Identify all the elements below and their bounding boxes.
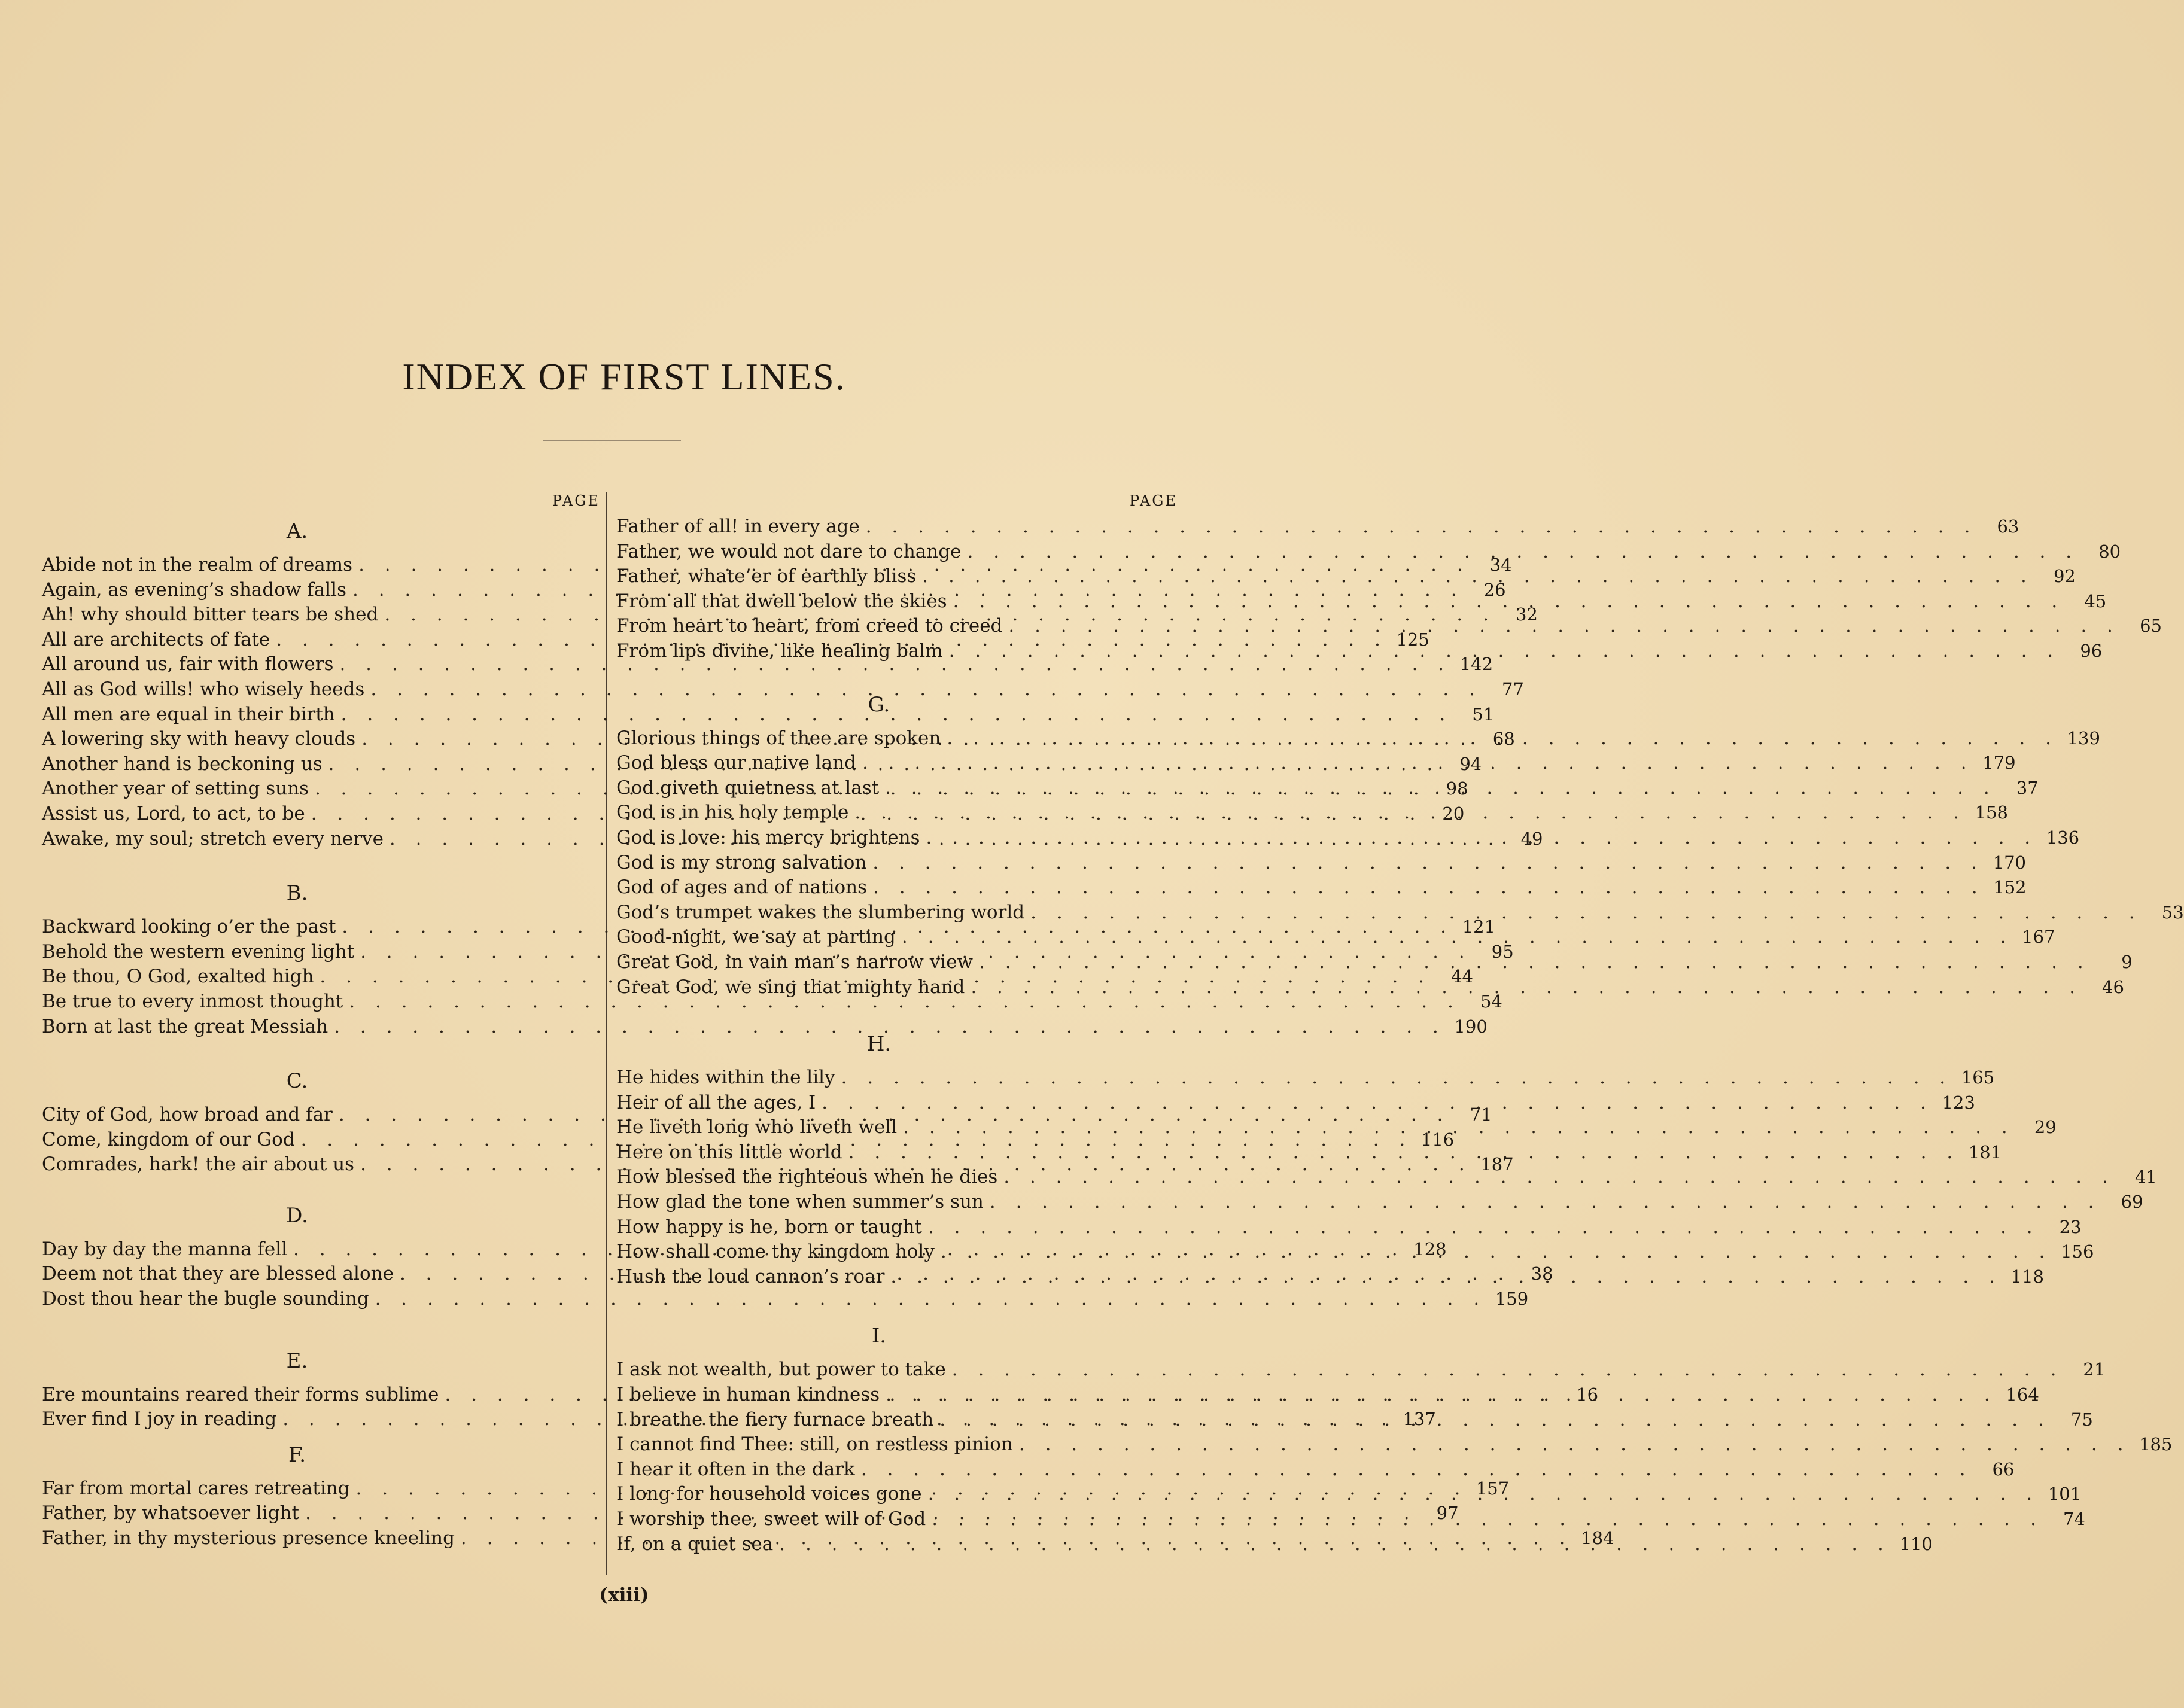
first-line: Backward looking o’er the past	[42, 916, 336, 938]
section-gap	[42, 1039, 600, 1064]
page-number: 118	[2010, 1266, 2044, 1287]
page-number: 136	[2046, 827, 2080, 848]
page-column-header: PAGE	[1130, 492, 1178, 509]
dot-leader	[872, 851, 1984, 876]
first-line: Great God, we sing that mighty hand	[616, 976, 965, 998]
first-line: How happy is he, born or taught	[616, 1216, 922, 1238]
page-number: 38	[1531, 1264, 1553, 1284]
page-number: 187	[1480, 1154, 1514, 1175]
first-line: I cannot find Thee: still, on restless pinion	[616, 1433, 1013, 1456]
first-line: All are architects of fate	[42, 628, 270, 650]
first-line: I believe in human kindness	[616, 1384, 880, 1406]
page-number: 97	[1436, 1503, 1459, 1524]
dot-leader	[903, 1115, 2015, 1140]
page-number: 158	[1975, 802, 2008, 823]
first-line: Father, whate’er of earthly bliss	[616, 565, 917, 587]
dot-leader	[926, 826, 2038, 851]
dot-leader	[971, 975, 2082, 1000]
page-number: 51	[1472, 704, 1495, 724]
section-letter: D.	[286, 1203, 308, 1228]
first-line: Heir of all the ages, I	[616, 1091, 816, 1113]
first-line: How shall come thy kingdom holy	[616, 1241, 935, 1263]
first-line: Father, in thy mysterious presence kneeling	[42, 1527, 455, 1549]
page-number: 152	[1993, 877, 2027, 898]
page-number: 16	[1576, 1384, 1599, 1405]
first-line: I ask not wealth, but power to take	[616, 1359, 946, 1381]
first-line: I breathe the fiery furnace breath	[616, 1408, 934, 1430]
first-line: Father, by whatsoever light	[42, 1502, 299, 1524]
first-line: Dost thou hear the bugle sounding	[42, 1288, 369, 1310]
dot-leader	[949, 639, 2061, 664]
first-line: Abide not in the realm of dreams	[42, 554, 353, 576]
page-number: 101	[2048, 1484, 2082, 1505]
page-number: 142	[1459, 654, 1493, 675]
section-gap	[42, 1432, 600, 1438]
page-number: 9	[2121, 951, 2133, 972]
first-line: All around us, fair with flowers	[42, 653, 334, 675]
index-entry	[616, 1432, 2173, 1457]
first-line: Ah! why should bitter tears be shed	[42, 604, 379, 626]
page-column-header: PAGE	[552, 492, 600, 509]
section-letter: B.	[286, 881, 308, 906]
page-number: 98	[1446, 778, 1468, 799]
first-line: From lips divine, like healing balm	[616, 640, 943, 662]
dot-leader	[902, 925, 2013, 950]
page-number: 80	[2098, 541, 2121, 562]
page-number: 49	[1520, 828, 1543, 849]
first-line: All men are equal in their birth	[42, 703, 335, 725]
section-gap	[616, 1000, 1178, 1027]
dot-leader	[952, 1357, 2064, 1383]
page-number: 54	[1480, 991, 1502, 1012]
first-line: If, on a quiet sea	[616, 1533, 774, 1555]
first-line: He hides within the lily	[616, 1067, 835, 1089]
first-line: City of God, how broad and far	[42, 1104, 333, 1126]
page-number: 94	[1459, 753, 1482, 774]
page-number: 139	[2067, 727, 2100, 748]
first-line: Good-night, we say at parting	[616, 926, 896, 948]
dot-leader	[941, 1240, 2052, 1265]
index-entry	[616, 1215, 2082, 1240]
first-line: God bless our native land	[616, 752, 856, 774]
dot-leader	[968, 540, 2079, 565]
page-number: 44	[1451, 966, 1473, 987]
dot-leader	[932, 1507, 2043, 1532]
first-line: Again, as evening’s shadow falls	[42, 579, 347, 601]
dot-leader	[885, 776, 1997, 801]
section-gap	[616, 1289, 1178, 1319]
page-number: 125	[1396, 629, 1429, 650]
first-line: Glorious things of thee are spoken	[616, 727, 941, 749]
page-number: 157	[1476, 1478, 1510, 1499]
dot-leader	[890, 1265, 2002, 1290]
index-entry	[616, 851, 2026, 876]
first-line: Far from mortal cares retreating	[42, 1477, 350, 1499]
page-number: 46	[2102, 976, 2124, 997]
first-line: Hush the loud cannon’s roar	[616, 1265, 885, 1287]
dot-leader	[822, 1091, 1933, 1116]
dot-leader	[928, 1482, 2040, 1507]
section-letter: I.	[871, 1324, 887, 1348]
page-number: 77	[1502, 678, 1524, 699]
section-gap	[42, 1177, 600, 1199]
page-number: 45	[2084, 590, 2107, 611]
first-line: Father of all! in every age	[616, 516, 860, 537]
section-letter: F.	[288, 1442, 306, 1467]
page-number: 74	[2063, 1509, 2085, 1529]
page-number: 21	[2083, 1359, 2106, 1380]
page-number: 137	[1403, 1409, 1436, 1430]
page-title: INDEX OF FIRST LINES.	[402, 355, 846, 398]
page-number: 110	[1899, 1533, 1933, 1554]
page-number: 34	[1489, 555, 1512, 575]
section-gap	[616, 664, 1178, 688]
page-number: 66	[1992, 1459, 2015, 1479]
first-line: From heart to heart, from creed to creed	[616, 615, 1003, 637]
first-line: Great God, in vain man’s narrow view	[616, 951, 974, 973]
page-number: 164	[2006, 1384, 2039, 1405]
page-number: 159	[1495, 1289, 1529, 1310]
dot-leader	[779, 1532, 1891, 1557]
dot-leader	[928, 1215, 2040, 1240]
dot-leader	[1008, 614, 2120, 639]
page-number: 23	[2059, 1216, 2082, 1237]
page-number: 20	[1442, 803, 1465, 824]
page-number: 95	[1491, 941, 1514, 962]
first-line: Be true to every inmost thought	[42, 990, 343, 1012]
page-number: 32	[1516, 604, 1538, 625]
first-line: Assist us, Lord, to act, to be	[42, 802, 305, 824]
index-entry	[616, 875, 2027, 900]
page-number: 41	[2134, 1167, 2157, 1188]
index-entry	[616, 1383, 2039, 1408]
page-number: 71	[1470, 1104, 1492, 1125]
first-line: Another year of setting suns	[42, 778, 309, 800]
page-number: 116	[1420, 1129, 1455, 1150]
dot-leader	[848, 1140, 1960, 1165]
dot-leader	[1003, 1165, 2115, 1190]
dot-leader	[1030, 900, 2142, 925]
first-line: Comrades, hark! the air about us	[42, 1153, 355, 1176]
page-number: 68	[1492, 729, 1515, 750]
section-letter: C.	[286, 1069, 308, 1094]
first-line: Come, kingdom of our God	[42, 1128, 295, 1150]
dot-leader	[953, 589, 2065, 614]
page-number: 156	[2061, 1241, 2094, 1262]
page-number: 123	[1942, 1092, 1975, 1113]
index-entry	[42, 990, 1502, 1015]
index-entry	[42, 677, 1524, 702]
section-gap	[42, 851, 600, 876]
section-letter: E.	[286, 1348, 308, 1373]
first-line: Awake, my soul; stretch every nerve	[42, 827, 384, 850]
first-line: God giveth quietness at last	[616, 777, 880, 799]
first-line: Ere mountains reared their forms sublime	[42, 1383, 439, 1405]
page-number: 190	[1454, 1016, 1488, 1037]
page-number: 75	[2070, 1409, 2093, 1430]
page-number: 63	[1997, 516, 2019, 537]
page-number: 69	[2121, 1192, 2143, 1213]
section-letter: G.	[868, 692, 890, 717]
index-entry	[42, 1015, 1488, 1040]
page-number: 184	[1581, 1528, 1614, 1549]
first-line: God is love: his mercy brightens	[616, 826, 920, 848]
dot-leader	[1019, 1432, 2131, 1457]
dot-leader	[922, 564, 2034, 589]
index-entry	[42, 652, 1493, 677]
dot-leader	[841, 1065, 1953, 1091]
section-letter: A.	[286, 519, 308, 543]
dot-leader	[979, 950, 2091, 975]
first-line: I worship thee, sweet will of God	[616, 1508, 926, 1530]
page-number: 26	[1483, 579, 1506, 600]
dot-leader	[862, 751, 1974, 776]
index-entry	[616, 1457, 2015, 1482]
first-line: God is in his holy temple	[616, 802, 849, 824]
index-entry	[616, 514, 2019, 540]
first-line: How blessed the righteous when he dies	[616, 1166, 998, 1188]
dot-leader	[886, 1383, 1997, 1408]
page-number: 65	[2140, 616, 2162, 637]
index-entry	[616, 1357, 2106, 1383]
page-number: 128	[1413, 1238, 1447, 1259]
page-number: 181	[1968, 1141, 2002, 1162]
index-entry	[42, 702, 1495, 727]
first-line: How glad the tone when summer’s sun	[616, 1191, 984, 1213]
dot-leader	[990, 1190, 2101, 1215]
first-line: God’s trumpet wakes the slumbering world	[616, 901, 1025, 923]
first-line: From all that dwell below the skies	[616, 590, 947, 612]
first-line: He liveth long who liveth well	[616, 1116, 898, 1138]
page-number: 179	[1982, 753, 2016, 774]
index-entry	[616, 900, 2184, 925]
first-line: I long for household voices gone	[616, 1483, 922, 1505]
dot-leader	[861, 1457, 1973, 1482]
page-number: 165	[1961, 1067, 1995, 1088]
page-number: 92	[2053, 566, 2076, 587]
first-line: Behold the western evening light	[42, 940, 355, 963]
first-line: Here on this little world	[616, 1141, 842, 1163]
page-number: 53	[2161, 902, 2184, 922]
first-line: Another hand is beckoning us	[42, 753, 323, 775]
dot-leader	[854, 800, 1966, 826]
first-line: A lowering sky with heavy clouds	[42, 728, 356, 750]
first-line: Born at last the great Messiah	[42, 1015, 328, 1037]
page-number: 167	[2022, 927, 2055, 948]
page-number: 29	[2034, 1117, 2057, 1138]
dot-leader	[939, 1408, 2051, 1433]
dot-leader	[947, 726, 2058, 751]
first-line: Ever find I joy in reading	[42, 1408, 277, 1430]
index-entry	[616, 1065, 1995, 1091]
index-entry	[616, 1165, 2157, 1190]
first-line: God of ages and of nations	[616, 876, 868, 899]
first-line: Be thou, O God, exalted high	[42, 966, 314, 988]
page-number: 96	[2080, 640, 2103, 661]
index-entry	[616, 1190, 2143, 1215]
first-line: God is my strong salvation	[616, 851, 867, 873]
page-number: 185	[2139, 1434, 2173, 1455]
page-number: 37	[2016, 777, 2039, 798]
page-folio: (xiii)	[599, 1584, 649, 1606]
section-gap	[42, 1312, 600, 1344]
page-number: 170	[1993, 852, 2026, 873]
first-line: Deem not that they are blessed alone	[42, 1263, 394, 1285]
page-number: 121	[1462, 917, 1495, 937]
first-line: I hear it often in the dark	[616, 1458, 855, 1480]
first-line: All as God wills! who wisely heeds	[42, 678, 365, 700]
dot-leader	[873, 875, 1985, 900]
first-line: Day by day the manna fell	[42, 1238, 288, 1260]
dot-leader	[866, 514, 1978, 540]
first-line: Father, we would not dare to change	[616, 540, 962, 562]
title-rule	[543, 440, 681, 441]
section-letter: H.	[866, 1032, 892, 1057]
index-entry	[42, 1287, 1529, 1312]
